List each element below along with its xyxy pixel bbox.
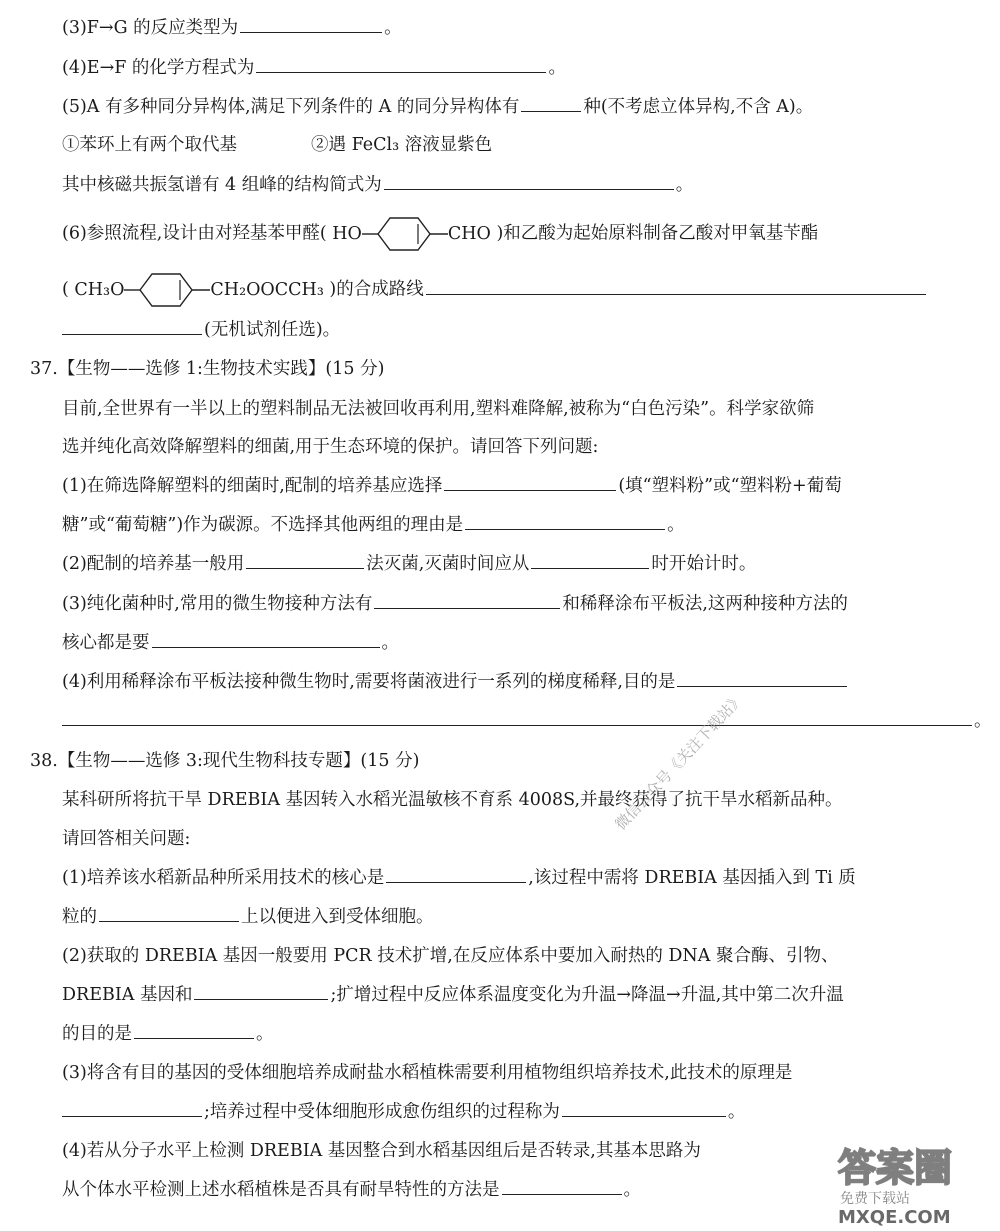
mxqe-logo-icon <box>800 1135 980 1227</box>
answer-blank[interactable] <box>444 474 616 491</box>
q38-intro-2: 请回答相关问题: <box>62 829 191 849</box>
q4-line: (4)E→F 的化学方程式为 。 <box>62 58 566 78</box>
answer-blank[interactable] <box>240 16 382 33</box>
answer-blank[interactable] <box>521 95 581 112</box>
q37-3-line: (3)纯化菌种时,常用的微生物接种方法有 和稀释涂布平板法,这两种接种方法的 <box>62 594 848 614</box>
svg-text:答案圈: 答案圈 <box>838 1146 953 1190</box>
answer-blank[interactable] <box>465 513 665 530</box>
hydroxybenzaldehyde-structure: HO CHO <box>332 214 491 254</box>
answer-blank[interactable] <box>374 592 560 609</box>
answer-blank[interactable] <box>134 1022 254 1039</box>
q6-target-line: ( CH₃O CH₂OOCCH₃ )的合成路线 <box>62 270 980 310</box>
answer-blank[interactable] <box>99 905 239 922</box>
q38-1-line: (1)培养该水稻新品种所采用技术的核心是 ,该过程中需将 DREBIA 基因插入到 Ti 质 <box>62 868 856 888</box>
q37-intro-2: 选并纯化高效降解塑料的细菌,用于生态环境的保护。请回答下列问题: <box>62 437 599 457</box>
q38-2-end-line: 的目的是 。 <box>62 1024 274 1044</box>
benzene-ring-icon <box>124 270 210 310</box>
q38-3-line: (3)将含有目的基因的受体细胞培养成耐盐水稻植株需要利用植物组织培养技术,此技术的原理是 <box>62 1063 793 1083</box>
answer-blank[interactable] <box>677 670 847 687</box>
site-logo <box>800 1135 980 1227</box>
answer-blank[interactable] <box>152 631 380 648</box>
svg-text:MXQE.COM: MXQE.COM <box>838 1207 951 1227</box>
q37-3-cont-line: 核心都是要 。 <box>62 633 399 653</box>
q37-1-cont-line: 糖”或“葡萄糖”)作为碳源。不选择其他两组的理由是 。 <box>62 515 685 535</box>
answer-blank[interactable] <box>426 278 926 295</box>
answer-blank[interactable] <box>384 173 674 190</box>
answer-blank[interactable] <box>62 318 202 335</box>
answer-blank[interactable] <box>62 709 972 726</box>
methoxybenzyl-acetate-structure: CH₃O CH₂OOCCH₃ <box>74 270 323 310</box>
benzene-ring-icon <box>362 214 448 254</box>
answer-blank[interactable] <box>531 552 649 569</box>
answer-blank[interactable] <box>246 552 364 569</box>
q37-4-line: (4)利用稀释涂布平板法接种微生物时,需要将菌液进行一系列的梯度稀释,目的是 <box>62 670 980 694</box>
q38-1-cont-line: 粒的 上以便进入到受体细胞。 <box>62 907 434 927</box>
q37-2-line: (2)配制的培养基一般用 法灭菌,灭菌时间应从 时开始计时。 <box>62 554 757 574</box>
q38-intro-1: 某科研所将抗干旱 DREBIA 基因转入水稻光温敏核不育系 4008S,并最终获得了抗干旱水稻新品种。 <box>62 790 843 810</box>
answer-blank[interactable] <box>256 56 546 73</box>
q38-3-cont-line: ;培养过程中受体细胞形成愈伤组织的过程称为 。 <box>62 1100 980 1124</box>
wechat-watermark: 微信公众号《关注下载站》 <box>611 689 748 834</box>
q37-1-line: (1)在筛选降解塑料的细菌时,配制的培养基应选择 (填“塑料粉”或“塑料粉+葡萄 <box>62 476 842 496</box>
q38-heading: 38.【生物——选修 3:现代生物科技专题】(15 分) <box>30 751 420 771</box>
q6-line: (6)参照流程,设计由对羟基苯甲醛( HO CHO )和乙酸为起始原料制备乙酸对甲氧基苄酯 <box>62 214 980 254</box>
q5-line: (5)A 有多种同分异构体,满足下列条件的 A 的同分异构体有 种(不考虑立体异构,不含 A)。 <box>62 97 814 117</box>
q37-heading: 37.【生物——选修 1:生物技术实践】(15 分) <box>30 359 385 379</box>
q37-4-cont-line: 。 <box>62 709 980 733</box>
svg-text:免费下载站: 免费下载站 <box>840 1191 910 1207</box>
q37-intro-1: 目前,全世界有一半以上的塑料制品无法被回收再利用,塑料难降解,被称为“白色污染”。科学家欲筛 <box>62 399 815 419</box>
q6-end-line: (无机试剂任选)。 <box>62 318 980 342</box>
answer-blank[interactable] <box>562 1100 726 1117</box>
nmr-line: 其中核磁共振氢谱有 4 组峰的结构简式为 。 <box>62 175 694 195</box>
conditions-line: ①苯环上有两个取代基 ②遇 FeCl₃ 溶液显紫色 <box>62 135 493 155</box>
q38-2-cont-line: DREBIA 基因和 ;扩增过程中反应体系温度变化为升温→降温→升温,其中第二次升温 <box>62 985 844 1005</box>
q38-4-cont-line: 从个体水平检测上述水稻植株是否具有耐旱特性的方法是 。 <box>62 1180 641 1200</box>
answer-blank[interactable] <box>62 1100 202 1117</box>
answer-blank[interactable] <box>194 983 328 1000</box>
q38-2-line: (2)获取的 DREBIA 基因一般要用 PCR 技术扩增,在反应体系中要加入耐热的 DNA 聚合酶、引物、 <box>62 946 839 966</box>
q3-line: (3)F→G 的反应类型为 。 <box>62 18 402 38</box>
answer-blank[interactable] <box>502 1178 622 1195</box>
answer-blank[interactable] <box>386 866 526 883</box>
q38-4-line: (4)若从分子水平上检测 DREBIA 基因整合到水稻基因组后是否转录,其基本思路为 <box>62 1141 701 1161</box>
